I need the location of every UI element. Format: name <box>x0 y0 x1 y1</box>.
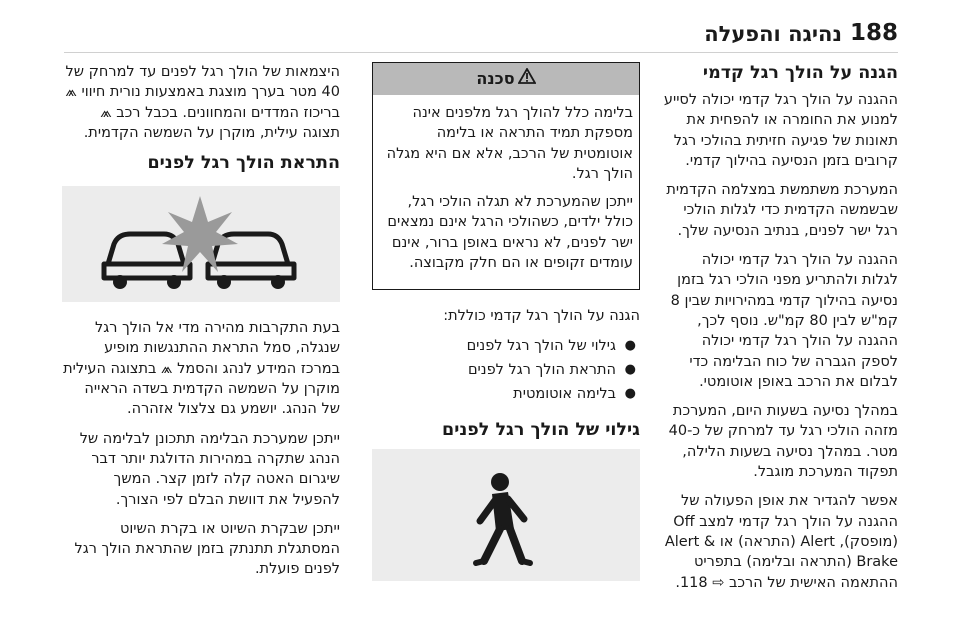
subheading-pedestrian-detection: גילוי של הולך רגל לפנים <box>442 419 640 440</box>
header-divider <box>64 52 898 53</box>
pedestrian-figure <box>372 449 640 581</box>
paragraph: המערכת משתמשת במצלמה הקדמית שבשמשה הקדמית כדי לגלות הולכי רגל ישר לפנים, בנתיב הנסיעה שלך. <box>666 182 898 239</box>
paragraph: ייתכן שמערכת הבלימה תתכונן לבלימה של הנהג שתקרה במהירות הדולגת יותר דבר שיגרום האטה קלה לזמן קצר. המשך להפעיל את דוושת הבלם לפי הצורך. <box>79 430 340 508</box>
list-item-label: התראת הולך רגל לפנים <box>467 361 616 378</box>
warning-title: סכנה <box>476 68 515 88</box>
subheading-pedestrian-alert: התראת הולך רגל לפנים <box>147 153 340 174</box>
right-column <box>663 62 898 602</box>
bullet-dot-icon: ● <box>624 361 636 377</box>
list-item <box>372 384 640 404</box>
middle-column <box>372 62 640 581</box>
paragraph: אפשר להגדיר את אופן הפעולה של ההגנה על הולך רגל קדמי למצב Off (מופסק), Alert (התראה) או Alert & Brake (התראה ובלימה) בתפריט ההתאמה האישית של הרכב ⇨ 118. <box>664 493 898 591</box>
danger-warning-box <box>372 62 640 290</box>
list-item-label: בלימה אוטומטית <box>513 386 616 403</box>
left-column <box>62 62 340 589</box>
warning-body <box>373 95 639 289</box>
feature-list <box>372 336 640 405</box>
paragraph: ייתכן שבקרת השיוט או בקרת השיוט המסתגלת תתנתק בזמן שהתראת הולך רגל לפנים פועלת. <box>74 520 340 578</box>
warning-paragraph: ייתכן שהמערכת לא תגלה הולכי רגל, כולל ילדים, כשהולכי הרגל אינם נמצאים ישר לפנים, לא נראים באופן ברור, אינם עומדים זקופים או הם חלק מקבוצה. <box>387 194 633 272</box>
section-heading-front-pedestrian-braking: הגנה על הולך רגל קדמי <box>702 63 898 83</box>
page-header <box>0 0 960 56</box>
collision-alert-icon <box>62 186 340 302</box>
paragraph: במהלך נסיעה בשעות היום, המערכת מזהה הולכי רגל עד למרחק של כ-40 מטר. במהלך נסיעה בשעות הלילה, תפקוד המערכת מוגבל. <box>668 403 898 481</box>
list-item <box>372 360 640 380</box>
warning-paragraph: בלימה כלל להולך רגל מלפנים אינה מספקת תמיד התראה או בלימה אוטומטית של הרכב, אלא אם היא מגלה הולך רגל. <box>386 105 633 182</box>
paragraph: בעת התקרבות מהירה מדי אל הולך רגל שנגלה, סמל התראת ההתנגשות מופיע במרכז המידע לנהג והסמל ⩕ בתצוגה העילית מוקרן על השמשה הקדמית בשדה הראייה של הנהג. יושמע גם צלצול אזהרה. <box>63 320 340 418</box>
paragraph: ההגנה על הולך רגל קדמי יכולה לגלות ולהתריע מפני הולכי רגל בזמן נסיעה בהילוך קדמי במהירויות שבין 8 קמ"ש לבין 80 קמ"ש. נוסף לכך, ההגנה על הולך רגל קדמי יכולה לספק הגברה של כוח הבלימה כדי לבלום את הרכב באופן אוטומטי. <box>670 252 898 390</box>
list-item <box>372 336 640 356</box>
bullet-dot-icon: ● <box>624 386 636 402</box>
bullet-dot-icon: ● <box>624 337 636 353</box>
list-item-label: גילוי של הולך רגל לפנים <box>466 337 616 354</box>
paragraph: היצמאות של הולך רגל לפנים עד למרחק של 40 מטר בערך מוצגת באמצעות נורית חיווי ⩕ בריכוז המדדים והמחוונים. בכבל רכב ⩕ תצוגה עילית, מוקרן על השמשה הקדמית. <box>65 64 340 141</box>
paragraph: ההגנה על הולך רגל קדמי יכולה לסייע למנוע את החומרה או להפחית את תאונות של פגיעה חזיתית בהולכי רגל קרובים בזמן הנסיעה בהילוך קדמי. <box>663 92 898 169</box>
chapter-title: נהיגה והפעלה <box>704 22 842 46</box>
walking-pedestrian-icon <box>372 449 640 581</box>
feature-intro: הגנה על הולך רגל קדמי כוללת: <box>443 308 640 325</box>
warning-triangle-icon <box>518 68 536 89</box>
collision-figure <box>62 186 340 302</box>
warning-header <box>373 63 639 95</box>
page-number: 188 <box>849 20 898 46</box>
